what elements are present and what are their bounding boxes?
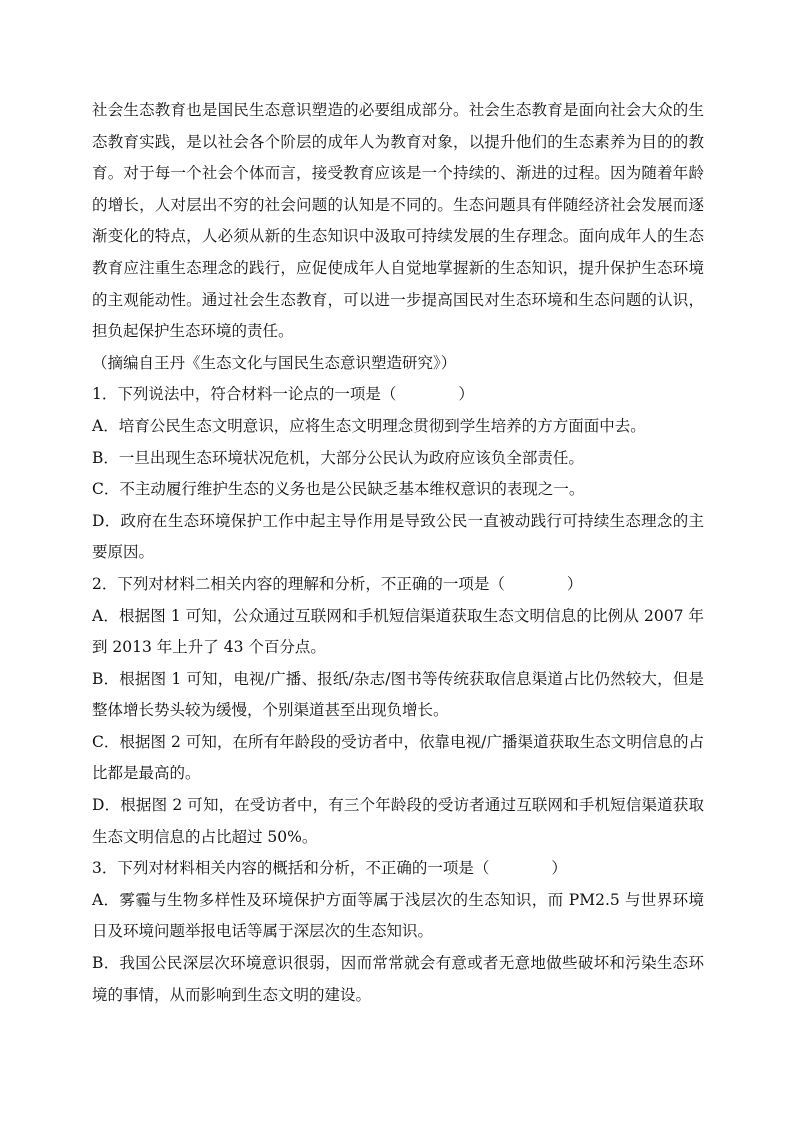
option-d: D．政府在生态环境保护工作中起主导作用是导致公民一直被动践行可持续生态理念的主要原因。: [92, 511, 704, 562]
passage-paragraph: 社会生态教育也是国民生态意识塑造的必要组成部分。社会生态教育是面向社会大众的生态教育实践，是以社会各个阶层的成年人为教育对象，以提升他们的生态素养为目的的教育。对于每一个社会个体而言，接受教育应该是一个持续的、渐进的过程。因为随着年龄的增长，人对层出不穷的社会问题的认知是不同的。生态问题具有伴随经济社会发展而逐渐变化的特点，人必须从新的生态知识中汲取可持续发展的生存理念。面向成年人的生态教育应注重生态理念的践行，应促使成年人自觉地掌握新的生态知识，提升保护生态环境的主观能动性。通过社会生态教育，可以进一步提高国民对生态环境和生态问题的认识，担负起保护生态环境的责任。: [92, 101, 704, 341]
question-stem: 3．下列对材料相关内容的概括和分析，不正确的一项是（ ）: [92, 859, 567, 878]
option-a: A．根据图 1 可知，公众通过互联网和手机短信渠道获取生态文明信息的比例从 2007 年到 2013 年上升了 43 个百分点。: [92, 606, 704, 657]
option-c: C．不主动履行维护生态的义务也是公民缺乏基本维权意识的表现之一。: [92, 480, 585, 499]
question-stem: 1．下列说法中，符合材料一论点的一项是（ ）: [92, 385, 474, 404]
option-a: A．雾霾与生物多样性及环境保护方面等属于浅层次的生态知识，而 PM2.5 与世界环境日及环境问题举报电话等属于深层次的生态知识。: [92, 890, 704, 941]
option-d: D．根据图 2 可知，在受访者中，有三个年龄段的受访者通过互联网和手机短信渠道获取生态文明信息的占比超过 50%。: [92, 796, 704, 846]
question-3: [92, 853, 704, 1011]
question-1: [92, 379, 704, 569]
option-b: B．一旦出现生态环境状况危机，大部分公民认为政府应该负全部责任。: [92, 448, 584, 467]
source-citation: （摘编自王丹《生态文化与国民生态意识塑造研究》）: [92, 353, 457, 372]
option-c: C．根据图 2 可知，在所有年龄段的受访者中，依靠电视/广播渠道获取生态文明信息的占比都是最高的。: [92, 732, 704, 783]
question-2: [92, 569, 704, 853]
option-a: A．培育公民生态文明意识，应将生态文明理念贯彻到学生培养的方方面面中去。: [92, 416, 646, 435]
document-body: [92, 95, 704, 1011]
option-b: B．根据图 1 可知，电视/广播、报纸/杂志/图书等传统获取信息渠道占比仍然较大，但是整体增长势头较为缓慢，个别渠道甚至出现负增长。: [92, 669, 704, 720]
question-stem: 2．下列对材料二相关内容的理解和分析，不正确的一项是（ ）: [92, 574, 583, 593]
option-b: B．我国公民深层次环境意识很弱，因而常常就会有意或者无意地做些破坏和污染生态环境的事情，从而影响到生态文明的建设。: [92, 954, 704, 1004]
